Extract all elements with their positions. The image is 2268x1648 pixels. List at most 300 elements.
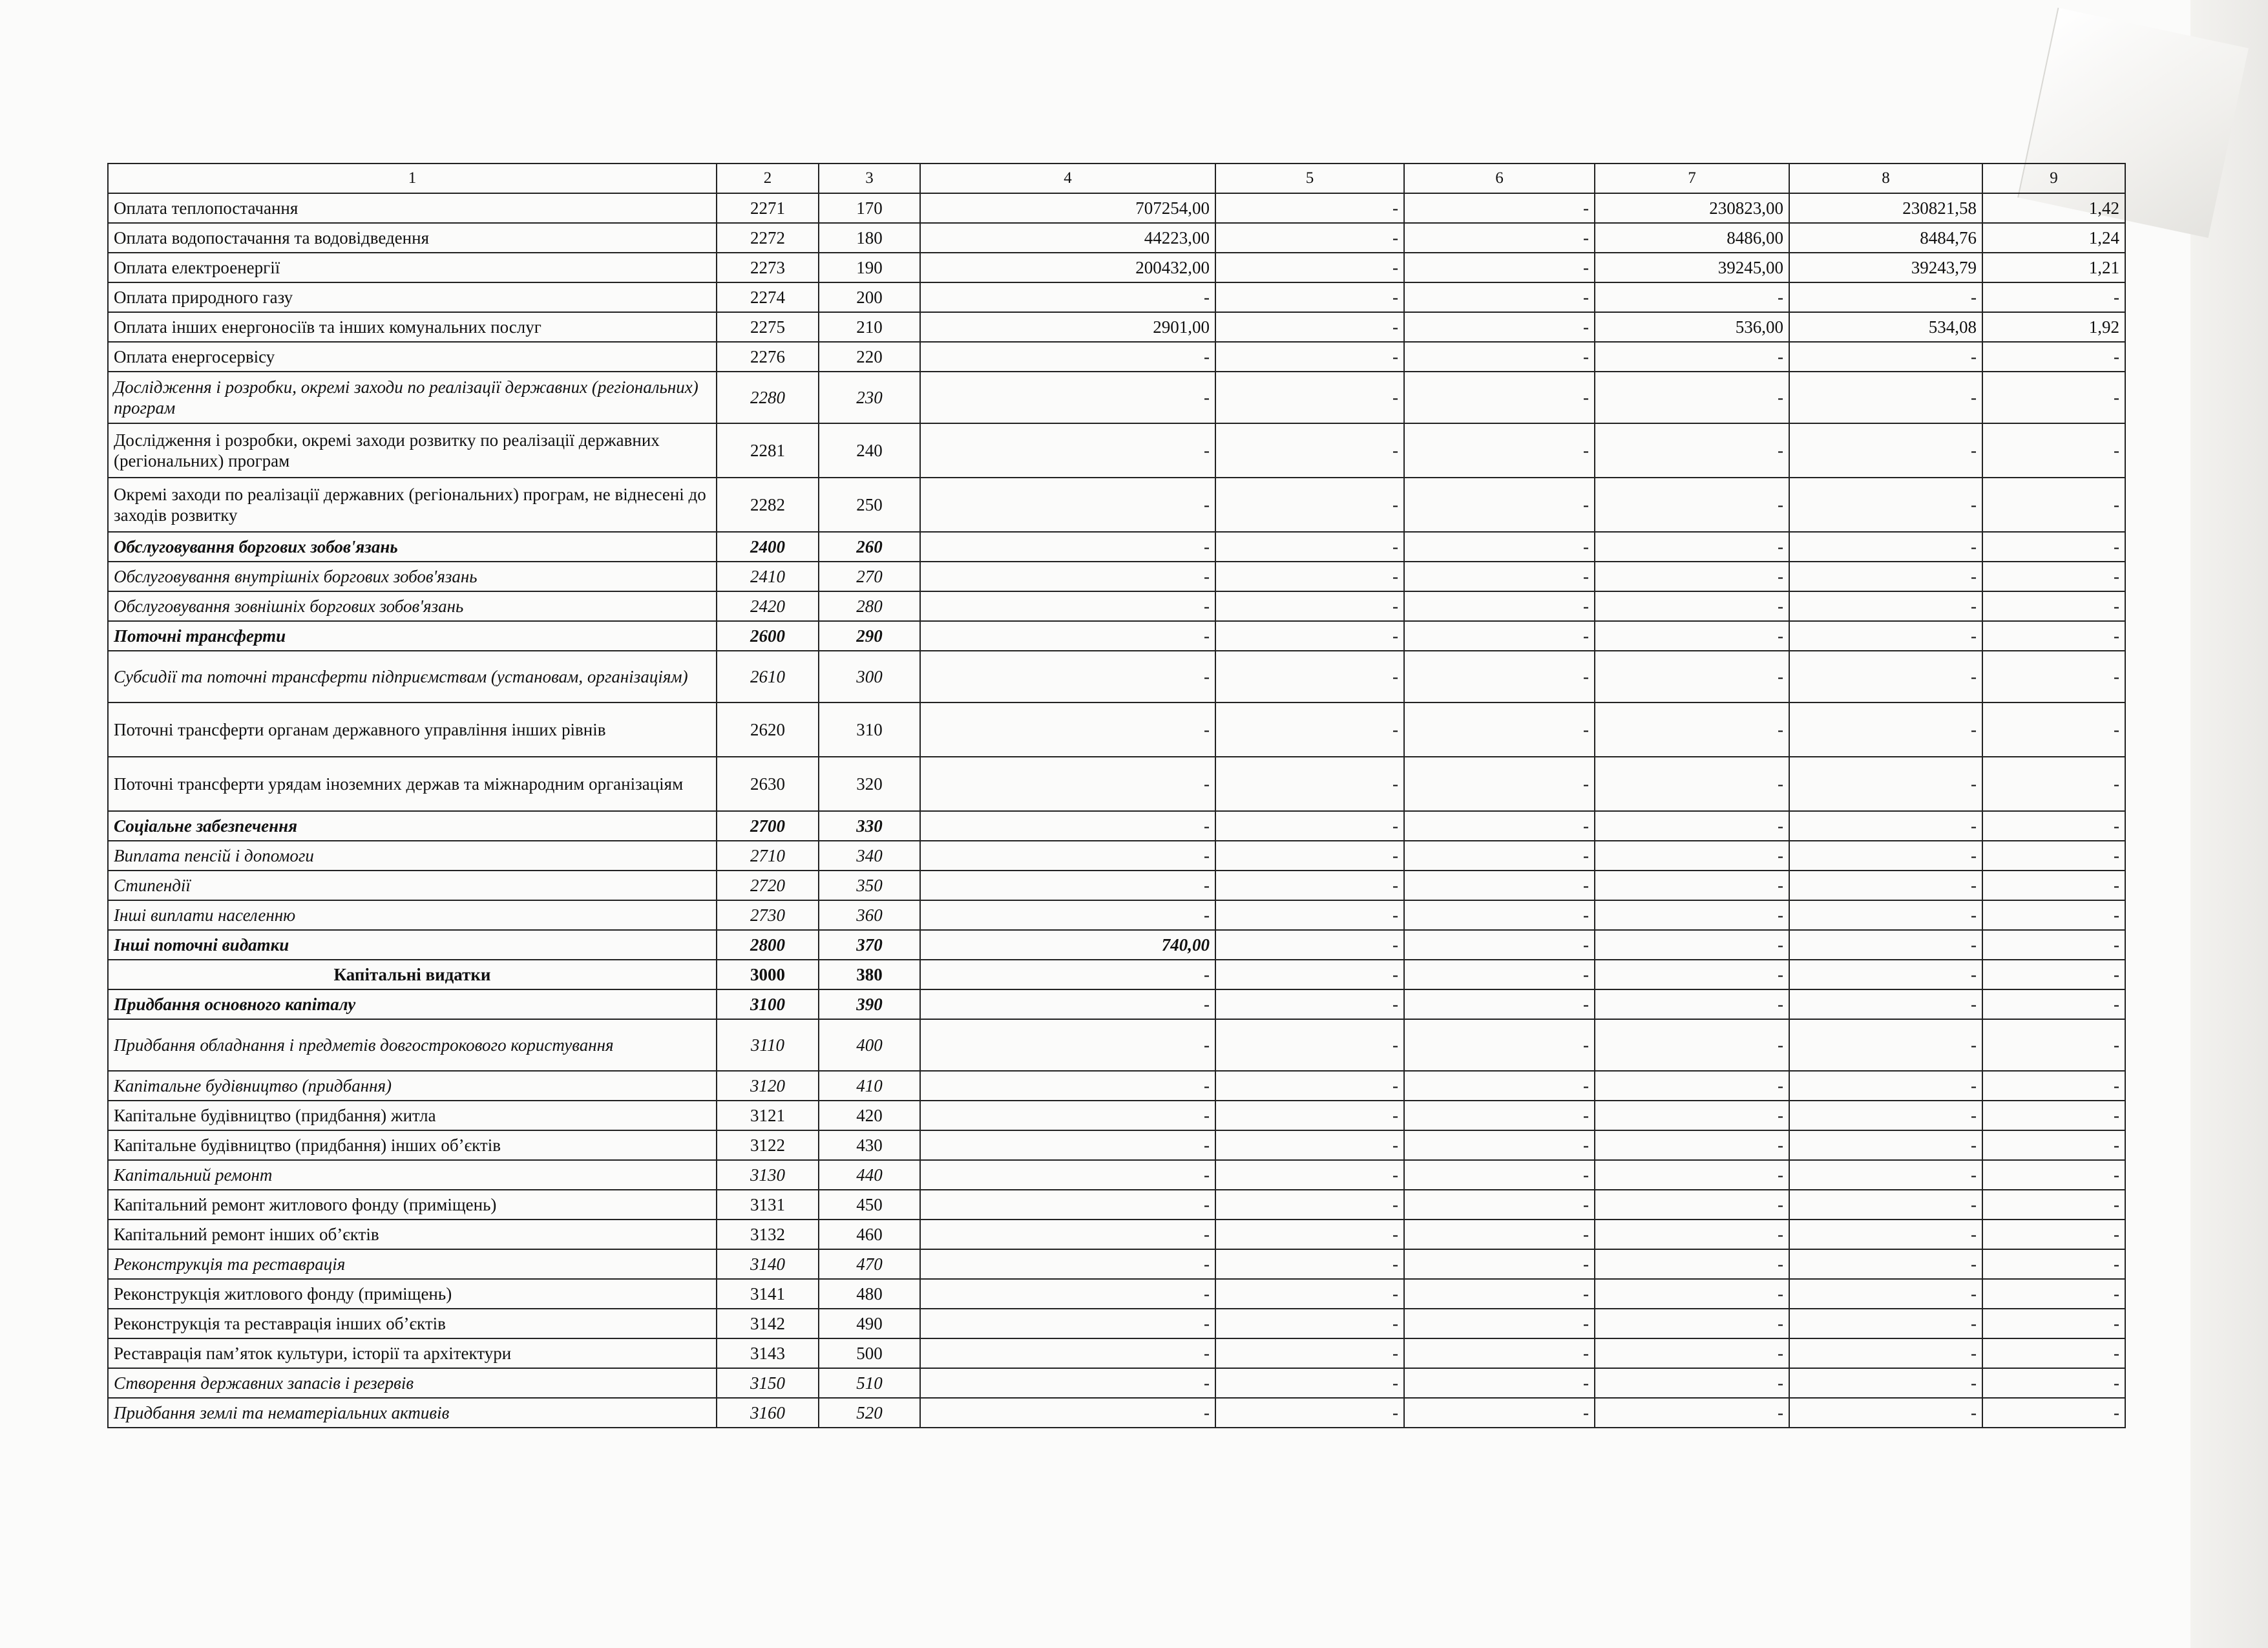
col9-value: 1,21 (1982, 253, 2125, 282)
table-row (108, 703, 2125, 757)
row-code: 330 (819, 811, 920, 841)
col5-value: - (1215, 282, 1404, 312)
col8-value: 39243,79 (1789, 253, 1982, 282)
table-row (108, 312, 2125, 342)
col4-value: - (920, 900, 1215, 930)
col9-value: - (1982, 621, 2125, 651)
col6-value: - (1404, 1338, 1595, 1368)
col5-value: - (1215, 757, 1404, 811)
table-row (108, 1220, 2125, 1249)
table-row (108, 532, 2125, 562)
col6-value: - (1404, 960, 1595, 989)
col4-value: - (920, 1019, 1215, 1071)
col5-value: - (1215, 312, 1404, 342)
col7-value: - (1595, 1309, 1789, 1338)
table-row (108, 282, 2125, 312)
col8-value: - (1789, 841, 1982, 871)
col5-value: - (1215, 811, 1404, 841)
table-row (108, 811, 2125, 841)
col6-value: - (1404, 989, 1595, 1019)
col5-value: - (1215, 1249, 1404, 1279)
col9-value: - (1982, 591, 2125, 621)
col9-value: - (1982, 532, 2125, 562)
col8-value: - (1789, 1071, 1982, 1101)
col-num: 7 (1595, 164, 1789, 193)
col9-value: - (1982, 372, 2125, 423)
kekv-code: 3140 (717, 1249, 819, 1279)
col6-value: - (1404, 841, 1595, 871)
col6-value: - (1404, 478, 1595, 532)
col7-value: 230823,00 (1595, 193, 1789, 223)
row-name: Соціальне забезпечення (108, 811, 717, 841)
kekv-code: 3121 (717, 1101, 819, 1130)
col6-value: - (1404, 1368, 1595, 1398)
col5-value: - (1215, 900, 1404, 930)
col8-value: - (1789, 1249, 1982, 1279)
col7-value: 536,00 (1595, 312, 1789, 342)
col6-value: - (1404, 1249, 1595, 1279)
row-name: Стипендії (108, 871, 717, 900)
kekv-code: 2420 (717, 591, 819, 621)
table-row (108, 1101, 2125, 1130)
row-name: Субсидії та поточні трансферти підприємствам (установам, організаціям) (108, 651, 717, 703)
kekv-code: 2620 (717, 703, 819, 757)
col8-value: - (1789, 1398, 1982, 1428)
col6-value: - (1404, 621, 1595, 651)
col7-value: - (1595, 591, 1789, 621)
row-name: Капітальне будівництво (придбання) (108, 1071, 717, 1101)
col4-value: - (920, 562, 1215, 591)
col7-value: - (1595, 282, 1789, 312)
col7-value: - (1595, 423, 1789, 478)
row-name: Придбання обладнання і предметів довгострокового користування (108, 1019, 717, 1071)
row-code: 450 (819, 1190, 920, 1220)
row-code: 260 (819, 532, 920, 562)
kekv-code: 2281 (717, 423, 819, 478)
row-name: Обслуговування зовнішніх боргових зобов'язань (108, 591, 717, 621)
col5-value: - (1215, 1190, 1404, 1220)
col7-value: 8486,00 (1595, 223, 1789, 253)
col4-value: 740,00 (920, 930, 1215, 960)
col8-value: - (1789, 1190, 1982, 1220)
row-code: 390 (819, 989, 920, 1019)
row-name: Дослідження і розробки, окремі заходи по реалізації державних (регіональних) програм (108, 372, 717, 423)
col6-value: - (1404, 930, 1595, 960)
col8-value: - (1789, 1220, 1982, 1249)
col6-value: - (1404, 282, 1595, 312)
col9-value: - (1982, 1249, 2125, 1279)
row-name: Капітальний ремонт житлового фонду (приміщень) (108, 1190, 717, 1220)
table-row (108, 1071, 2125, 1101)
col6-value: - (1404, 900, 1595, 930)
col9-value: - (1982, 1309, 2125, 1338)
row-name: Оплата теплопостачання (108, 193, 717, 223)
col7-value: - (1595, 1338, 1789, 1368)
row-name: Капітальний ремонт (108, 1160, 717, 1190)
row-name: Поточні трансферти урядам іноземних держав та міжнародним організаціям (108, 757, 717, 811)
row-name: Оплата водопостачання та водовідведення (108, 223, 717, 253)
table-row (108, 1398, 2125, 1428)
kekv-code: 2275 (717, 312, 819, 342)
row-code: 340 (819, 841, 920, 871)
col7-value: - (1595, 532, 1789, 562)
col8-value: - (1789, 960, 1982, 989)
col7-value: - (1595, 1190, 1789, 1220)
row-code: 400 (819, 1019, 920, 1071)
kekv-code: 3141 (717, 1279, 819, 1309)
col4-value: - (920, 1309, 1215, 1338)
col6-value: - (1404, 423, 1595, 478)
kekv-code: 3143 (717, 1338, 819, 1368)
col7-value: - (1595, 1368, 1789, 1398)
col5-value: - (1215, 841, 1404, 871)
col4-value: 200432,00 (920, 253, 1215, 282)
kekv-code: 3000 (717, 960, 819, 989)
col6-value: - (1404, 1279, 1595, 1309)
col8-value: - (1789, 900, 1982, 930)
col5-value: - (1215, 1130, 1404, 1160)
col7-value: - (1595, 651, 1789, 703)
col5-value: - (1215, 223, 1404, 253)
col9-value: - (1982, 1220, 2125, 1249)
table-row (108, 1338, 2125, 1368)
col6-value: - (1404, 342, 1595, 372)
col9-value: - (1982, 1071, 2125, 1101)
col6-value: - (1404, 532, 1595, 562)
row-name: Реконструкція та реставрація інших об’єктів (108, 1309, 717, 1338)
row-code: 430 (819, 1130, 920, 1160)
col9-value: - (1982, 703, 2125, 757)
kekv-code: 2700 (717, 811, 819, 841)
col6-value: - (1404, 253, 1595, 282)
col9-value: 1,92 (1982, 312, 2125, 342)
row-name: Поточні трансферти (108, 621, 717, 651)
col9-value: - (1982, 757, 2125, 811)
table-row (108, 1279, 2125, 1309)
table-row (108, 1019, 2125, 1071)
table-row (108, 193, 2125, 223)
row-code: 300 (819, 651, 920, 703)
row-code: 220 (819, 342, 920, 372)
col9-value: 1,42 (1982, 193, 2125, 223)
col7-value: - (1595, 811, 1789, 841)
table-row (108, 621, 2125, 651)
col4-value: 2901,00 (920, 312, 1215, 342)
col6-value: - (1404, 1309, 1595, 1338)
col7-value: - (1595, 1071, 1789, 1101)
row-code: 370 (819, 930, 920, 960)
col9-value: - (1982, 900, 2125, 930)
col5-value: - (1215, 1338, 1404, 1368)
col9-value: 1,24 (1982, 223, 2125, 253)
row-code: 250 (819, 478, 920, 532)
kekv-code: 2273 (717, 253, 819, 282)
table-row (108, 841, 2125, 871)
col9-value: - (1982, 651, 2125, 703)
col9-value: - (1982, 1190, 2125, 1220)
col5-value: - (1215, 1398, 1404, 1428)
kekv-code: 2282 (717, 478, 819, 532)
col-num: 1 (108, 164, 717, 193)
row-code: 510 (819, 1368, 920, 1398)
col9-value: - (1982, 562, 2125, 591)
col9-value: - (1982, 841, 2125, 871)
col-num: 9 (1982, 164, 2125, 193)
kekv-code: 2400 (717, 532, 819, 562)
kekv-code: 2600 (717, 621, 819, 651)
row-name: Окремі заходи по реалізації державних (регіональних) програм, не віднесені до заходів розвитку (108, 478, 717, 532)
col8-value: - (1789, 1101, 1982, 1130)
row-name: Придбання землі та нематеріальних активів (108, 1398, 717, 1428)
kekv-code: 2276 (717, 342, 819, 372)
col8-value: - (1789, 930, 1982, 960)
col7-value: - (1595, 342, 1789, 372)
row-code: 360 (819, 900, 920, 930)
col5-value: - (1215, 591, 1404, 621)
col4-value: - (920, 621, 1215, 651)
col4-value: - (920, 372, 1215, 423)
kekv-code: 2274 (717, 282, 819, 312)
table-row (108, 757, 2125, 811)
kekv-code: 3110 (717, 1019, 819, 1071)
col8-value: - (1789, 1130, 1982, 1160)
col5-value: - (1215, 1279, 1404, 1309)
col8-value: - (1789, 651, 1982, 703)
row-name: Обслуговування внутрішніх боргових зобов'язань (108, 562, 717, 591)
row-name: Капітальне будівництво (придбання) житла (108, 1101, 717, 1130)
col5-value: - (1215, 1101, 1404, 1130)
col6-value: - (1404, 312, 1595, 342)
kekv-code: 3120 (717, 1071, 819, 1101)
kekv-code: 2630 (717, 757, 819, 811)
col6-value: - (1404, 193, 1595, 223)
col7-value: - (1595, 1160, 1789, 1190)
table-row (108, 1130, 2125, 1160)
col6-value: - (1404, 1220, 1595, 1249)
kekv-code: 3130 (717, 1160, 819, 1190)
col8-value: - (1789, 1338, 1982, 1368)
col4-value: - (920, 1130, 1215, 1160)
col8-value: - (1789, 1019, 1982, 1071)
table-row (108, 342, 2125, 372)
col7-value: - (1595, 372, 1789, 423)
col8-value: 534,08 (1789, 312, 1982, 342)
col9-value: - (1982, 989, 2125, 1019)
col4-value: - (920, 1338, 1215, 1368)
col5-value: - (1215, 372, 1404, 423)
table-row (108, 591, 2125, 621)
col5-value: - (1215, 1160, 1404, 1190)
col4-value: - (920, 960, 1215, 989)
col4-value: - (920, 871, 1215, 900)
column-number-row (108, 164, 2125, 193)
col9-value: - (1982, 478, 2125, 532)
row-code: 230 (819, 372, 920, 423)
col4-value: - (920, 532, 1215, 562)
row-name: Оплата інших енергоносіїв та інших комунальних послуг (108, 312, 717, 342)
col8-value: - (1789, 989, 1982, 1019)
col8-value: - (1789, 478, 1982, 532)
col4-value: - (920, 1279, 1215, 1309)
sheet-edge (2190, 0, 2268, 1648)
kekv-code: 3132 (717, 1220, 819, 1249)
row-code: 290 (819, 621, 920, 651)
col4-value: - (920, 757, 1215, 811)
row-code: 410 (819, 1071, 920, 1101)
col6-value: - (1404, 1398, 1595, 1428)
col4-value: - (920, 478, 1215, 532)
col6-value: - (1404, 1101, 1595, 1130)
row-code: 310 (819, 703, 920, 757)
kekv-code: 2272 (717, 223, 819, 253)
table-row (108, 372, 2125, 423)
col9-value: - (1982, 811, 2125, 841)
table-row (108, 960, 2125, 989)
col6-value: - (1404, 1160, 1595, 1190)
col7-value: 39245,00 (1595, 253, 1789, 282)
col9-value: - (1982, 960, 2125, 989)
col7-value: - (1595, 841, 1789, 871)
col9-value: - (1982, 423, 2125, 478)
row-name: Обслуговування боргових зобов'язань (108, 532, 717, 562)
col6-value: - (1404, 562, 1595, 591)
row-code: 420 (819, 1101, 920, 1130)
col-num: 3 (819, 164, 920, 193)
col6-value: - (1404, 871, 1595, 900)
row-code: 500 (819, 1338, 920, 1368)
table-row (108, 253, 2125, 282)
col8-value: 230821,58 (1789, 193, 1982, 223)
col-num: 2 (717, 164, 819, 193)
col7-value: - (1595, 871, 1789, 900)
col4-value: - (920, 1101, 1215, 1130)
table-row (108, 1160, 2125, 1190)
col9-value: - (1982, 930, 2125, 960)
col4-value: - (920, 1249, 1215, 1279)
row-name: Капітальне будівництво (придбання) інших об’єктів (108, 1130, 717, 1160)
table-row (108, 1190, 2125, 1220)
col9-value: - (1982, 1279, 2125, 1309)
kekv-code: 2271 (717, 193, 819, 223)
row-name: Інші виплати населенню (108, 900, 717, 930)
table-row (108, 989, 2125, 1019)
kekv-code: 2610 (717, 651, 819, 703)
col6-value: - (1404, 811, 1595, 841)
col9-value: - (1982, 1101, 2125, 1130)
row-code: 380 (819, 960, 920, 989)
col6-value: - (1404, 703, 1595, 757)
row-code: 320 (819, 757, 920, 811)
col7-value: - (1595, 1019, 1789, 1071)
col8-value: - (1789, 591, 1982, 621)
col4-value: 707254,00 (920, 193, 1215, 223)
col4-value: - (920, 423, 1215, 478)
col8-value: - (1789, 532, 1982, 562)
col4-value: - (920, 1190, 1215, 1220)
col7-value: - (1595, 621, 1789, 651)
row-code: 350 (819, 871, 920, 900)
col7-value: - (1595, 1279, 1789, 1309)
kekv-code: 3150 (717, 1368, 819, 1398)
kekv-code: 3131 (717, 1190, 819, 1220)
col6-value: - (1404, 757, 1595, 811)
col5-value: - (1215, 651, 1404, 703)
col8-value: - (1789, 562, 1982, 591)
table-row (108, 651, 2125, 703)
col8-value: - (1789, 423, 1982, 478)
row-name: Реконструкція та реставрація (108, 1249, 717, 1279)
col7-value: - (1595, 900, 1789, 930)
col8-value: 8484,76 (1789, 223, 1982, 253)
col5-value: - (1215, 871, 1404, 900)
col4-value: - (920, 1398, 1215, 1428)
row-code: 520 (819, 1398, 920, 1428)
col5-value: - (1215, 1019, 1404, 1071)
col8-value: - (1789, 372, 1982, 423)
col8-value: - (1789, 1368, 1982, 1398)
col4-value: - (920, 1368, 1215, 1398)
row-code: 280 (819, 591, 920, 621)
col4-value: - (920, 989, 1215, 1019)
row-code: 240 (819, 423, 920, 478)
row-name: Капітальні видатки (108, 960, 717, 989)
col8-value: - (1789, 621, 1982, 651)
row-name: Дослідження і розробки, окремі заходи розвитку по реалізації державних (регіональних) програм (108, 423, 717, 478)
col8-value: - (1789, 703, 1982, 757)
kekv-code: 2280 (717, 372, 819, 423)
row-code: 480 (819, 1279, 920, 1309)
col8-value: - (1789, 1160, 1982, 1190)
row-code: 210 (819, 312, 920, 342)
col8-value: - (1789, 757, 1982, 811)
kekv-code: 3142 (717, 1309, 819, 1338)
col5-value: - (1215, 960, 1404, 989)
kekv-code: 2710 (717, 841, 819, 871)
col5-value: - (1215, 253, 1404, 282)
row-code: 180 (819, 223, 920, 253)
col5-value: - (1215, 193, 1404, 223)
col8-value: - (1789, 1279, 1982, 1309)
col5-value: - (1215, 1309, 1404, 1338)
table-row (108, 562, 2125, 591)
row-code: 440 (819, 1160, 920, 1190)
col9-value: - (1982, 1130, 2125, 1160)
kekv-code: 3122 (717, 1130, 819, 1160)
col6-value: - (1404, 1071, 1595, 1101)
row-name: Поточні трансферти органам державного управління інших рівнів (108, 703, 717, 757)
col7-value: - (1595, 930, 1789, 960)
col-num: 8 (1789, 164, 1982, 193)
col5-value: - (1215, 423, 1404, 478)
col5-value: - (1215, 621, 1404, 651)
col4-value: - (920, 282, 1215, 312)
table-row (108, 1309, 2125, 1338)
row-code: 190 (819, 253, 920, 282)
col4-value: - (920, 342, 1215, 372)
kekv-code: 2800 (717, 930, 819, 960)
col7-value: - (1595, 1130, 1789, 1160)
kekv-code: 2730 (717, 900, 819, 930)
row-code: 200 (819, 282, 920, 312)
col7-value: - (1595, 1249, 1789, 1279)
col7-value: - (1595, 960, 1789, 989)
row-name: Оплата енергосервісу (108, 342, 717, 372)
col8-value: - (1789, 811, 1982, 841)
row-name: Створення державних запасів і резервів (108, 1368, 717, 1398)
col4-value: - (920, 651, 1215, 703)
kekv-code: 3100 (717, 989, 819, 1019)
col9-value: - (1982, 282, 2125, 312)
